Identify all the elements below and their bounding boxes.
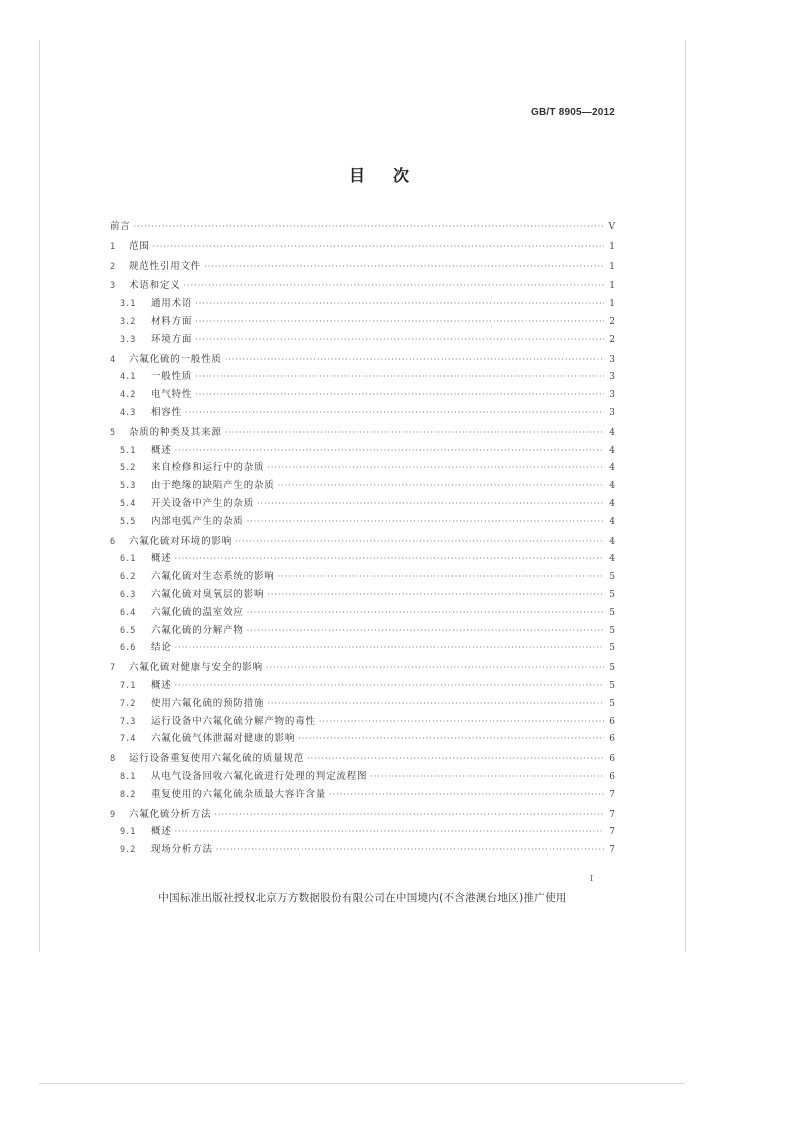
toc-entry-number: 3 — [110, 281, 116, 292]
toc-entry-title: 通用术语 — [151, 298, 193, 310]
toc-entry[interactable] — [110, 604, 615, 622]
toc-leader-dots — [153, 242, 604, 251]
toc-entry-number: 5.1 — [120, 445, 136, 456]
toc-entry-title: 内部电弧产生的杂质 — [151, 515, 244, 527]
toc-entry[interactable] — [110, 424, 615, 442]
toc-entry-page: 5 — [609, 607, 615, 618]
toc-entry-page: 6 — [609, 734, 615, 745]
toc-entry[interactable] — [110, 295, 615, 313]
toc-leader-dots — [175, 827, 604, 836]
toc-entry-title: 范围 — [129, 240, 150, 252]
toc-entry-page: 5 — [609, 663, 615, 674]
toc-leader-dots — [195, 335, 604, 344]
toc-entry-title: 由于绝缘的缺陷产生的杂质 — [151, 480, 275, 492]
license-footer: 中国标准出版社授权北京万方数据股份有限公司在中国境内(不含港澳台地区)推广使用 — [158, 892, 567, 904]
toc-entry[interactable] — [110, 477, 615, 495]
toc-entry-title: 六氟化硫的一般性质 — [129, 353, 222, 365]
toc-entry-page: 2 — [609, 334, 615, 345]
toc-entry-title: 概述 — [151, 679, 172, 691]
toc-entry-page: 1 — [609, 261, 615, 272]
toc-leader-dots — [175, 446, 604, 455]
table-of-contents — [110, 218, 615, 859]
toc-leader-dots — [247, 608, 604, 617]
toc-entry-title: 六氟化硫分析方法 — [129, 808, 212, 820]
toc-entry-number: 9.2 — [120, 845, 136, 856]
toc-entry[interactable] — [110, 639, 615, 657]
toc-entry-page: 3 — [609, 390, 615, 401]
toc-entry[interactable] — [110, 533, 615, 551]
toc-leader-dots — [266, 663, 604, 672]
toc-entry-page: 4 — [609, 536, 615, 547]
toc-entry-number: 7.4 — [120, 734, 136, 745]
toc-entry-title: 规范性引用文件 — [129, 260, 202, 272]
toc-entry[interactable] — [110, 823, 615, 841]
toc-entry[interactable] — [110, 622, 615, 640]
toc-entry-number: 4 — [110, 354, 116, 365]
toc-leader-dots — [195, 372, 604, 381]
toc-entry-page: 4 — [609, 498, 615, 509]
toc-entry-number: 7.3 — [120, 716, 136, 727]
toc-entry[interactable] — [110, 695, 615, 713]
toc-entry-title: 从电气设备回收六氟化硫进行处理的判定流程图 — [151, 770, 368, 782]
toc-entry-page: 1 — [609, 281, 615, 292]
toc-entry-page: 7 — [609, 789, 615, 800]
toc-entry-title: 电气特性 — [151, 389, 193, 401]
toc-leader-dots — [329, 790, 604, 799]
toc-entry[interactable] — [110, 713, 615, 731]
toc-entry[interactable] — [110, 495, 615, 513]
toc-entry-number: 6.3 — [120, 589, 136, 600]
toc-entry[interactable] — [110, 331, 615, 349]
toc-leader-dots — [319, 717, 604, 726]
toc-entry-page: 5 — [609, 572, 615, 583]
toc-leader-dots — [298, 734, 604, 743]
page-border-left — [39, 40, 40, 952]
toc-entry-number: 3.3 — [120, 334, 136, 345]
toc-entry-title: 概述 — [151, 553, 172, 565]
toc-entry-page: 7 — [609, 809, 615, 820]
toc-entry-number: 3.2 — [120, 316, 136, 327]
toc-entry-title: 现场分析方法 — [151, 844, 213, 856]
toc-leader-dots — [214, 810, 604, 819]
toc-leader-dots — [184, 281, 604, 290]
toc-entry-number: 7 — [110, 663, 116, 674]
toc-entry-title: 相容性 — [151, 406, 182, 418]
toc-entry-number: 9.1 — [120, 827, 136, 838]
toc-entry-page: 4 — [609, 427, 615, 438]
next-page-edge — [39, 1083, 685, 1084]
toc-entry-page: 6 — [609, 754, 615, 765]
toc-entry-title: 术语和定义 — [129, 280, 181, 292]
toc-entry-number: 5.5 — [120, 516, 136, 527]
toc-entry-number: 5.2 — [120, 463, 136, 474]
toc-entry-title: 六氟化硫气体泄漏对健康的影响 — [151, 733, 296, 745]
toc-entry-page: 5 — [609, 698, 615, 709]
toc-leader-dots — [247, 517, 604, 526]
toc-entry[interactable] — [110, 586, 615, 604]
toc-entry-number: 1 — [110, 241, 116, 252]
toc-entry-title: 六氟化硫对生态系统的影响 — [151, 571, 275, 583]
toc-entry-title: 开关设备中产生的杂质 — [151, 497, 255, 509]
toc-entry-title: 重复使用的六氟化硫杂质最大容许含量 — [151, 788, 327, 800]
toc-leader-dots — [195, 317, 604, 326]
toc-entry-number: 2 — [110, 261, 116, 272]
toc-leader-dots — [247, 626, 604, 635]
toc-entry-title: 前言 — [110, 221, 131, 232]
toc-entry[interactable] — [110, 459, 615, 477]
toc-entry-number: 8.2 — [120, 789, 136, 800]
toc-entry-title: 杂质的种类及其来源 — [129, 426, 222, 438]
toc-entry-number: 6.1 — [120, 554, 136, 565]
toc-entry[interactable] — [110, 351, 615, 369]
standard-code: GB/T 8905—2012 — [531, 107, 615, 118]
page-border-right — [685, 40, 686, 952]
toc-entry-title: 概述 — [151, 826, 172, 838]
toc-entry-title: 结论 — [151, 642, 172, 654]
page-title: 目次 — [348, 166, 437, 185]
toc-entry[interactable] — [110, 786, 615, 804]
toc-leader-dots — [235, 537, 604, 546]
toc-leader-dots — [267, 699, 604, 708]
toc-entry[interactable] — [110, 368, 615, 386]
toc-entry-title: 六氟化硫对环境的影响 — [129, 535, 233, 547]
toc-entry[interactable] — [110, 442, 615, 460]
toc-entry-title: 六氟化硫的分解产物 — [151, 624, 244, 636]
toc-entry-title: 概述 — [151, 444, 172, 456]
toc-entry-number: 8.1 — [120, 771, 136, 782]
toc-entry[interactable] — [110, 258, 615, 276]
toc-entry[interactable] — [110, 218, 615, 236]
toc-entry[interactable] — [110, 277, 615, 295]
toc-leader-dots — [225, 428, 604, 437]
toc-leader-dots — [175, 681, 604, 690]
toc-entry-page: V — [608, 222, 615, 232]
toc-leader-dots — [278, 481, 604, 490]
toc-leader-dots — [185, 408, 604, 417]
toc-entry-number: 5.4 — [120, 498, 136, 509]
toc-leader-dots — [267, 590, 604, 599]
toc-entry-number: 7.1 — [120, 680, 136, 691]
toc-entry[interactable] — [110, 513, 615, 531]
toc-entry[interactable] — [110, 386, 615, 404]
toc-leader-dots — [370, 772, 604, 781]
toc-leader-dots — [195, 299, 604, 308]
toc-entry-number: 3.1 — [120, 299, 136, 310]
toc-leader-dots — [307, 754, 604, 763]
toc-entry-number: 4.2 — [120, 390, 136, 401]
toc-entry-page: 6 — [609, 716, 615, 727]
toc-entry-page: 6 — [609, 771, 615, 782]
toc-entry-title: 环境方面 — [151, 333, 193, 345]
toc-entry-page: 4 — [609, 481, 615, 492]
toc-entry-page: 2 — [609, 316, 615, 327]
toc-leader-dots — [216, 845, 604, 854]
toc-leader-dots — [257, 499, 604, 508]
toc-entry-number: 8 — [110, 754, 116, 765]
page-number: I — [590, 874, 594, 883]
toc-entry[interactable] — [110, 768, 615, 786]
toc-entry-page: 4 — [609, 554, 615, 565]
toc-entry-title: 六氟化硫对臭氧层的影响 — [151, 588, 265, 600]
toc-entry-number: 4.1 — [120, 372, 136, 383]
toc-entry-title: 来自检修和运行中的杂质 — [151, 462, 265, 474]
toc-entry-number: 6.6 — [120, 643, 136, 654]
toc-entry-number: 4.3 — [120, 407, 136, 418]
toc-entry-number: 5 — [110, 427, 116, 438]
toc-entry[interactable] — [110, 550, 615, 568]
toc-entry[interactable] — [110, 313, 615, 331]
toc-entry-title: 运行设备中六氟化硫分解产物的毒性 — [151, 715, 316, 727]
toc-entry-title: 六氟化硫的温室效应 — [151, 606, 244, 618]
toc-entry[interactable] — [110, 404, 615, 422]
toc-leader-dots — [267, 463, 604, 472]
toc-entry-page: 4 — [609, 516, 615, 527]
toc-entry-title: 使用六氟化硫的预防措施 — [151, 697, 265, 709]
toc-entry-page: 7 — [609, 845, 615, 856]
toc-entry-page: 3 — [609, 372, 615, 383]
toc-entry-title: 材料方面 — [151, 315, 193, 327]
toc-entry[interactable] — [110, 568, 615, 586]
toc-entry-number: 9 — [110, 809, 116, 820]
toc-entry[interactable] — [110, 730, 615, 748]
toc-entry[interactable] — [110, 750, 615, 768]
toc-leader-dots — [225, 355, 604, 364]
toc-entry-number: 6.2 — [120, 572, 136, 583]
toc-entry-number: 5.3 — [120, 481, 136, 492]
toc-entry-title: 六氟化硫对健康与安全的影响 — [129, 662, 263, 674]
toc-entry[interactable] — [110, 806, 615, 824]
toc-entry-number: 7.2 — [120, 698, 136, 709]
toc-entry[interactable] — [110, 677, 615, 695]
toc-entry-title: 一般性质 — [151, 371, 193, 383]
toc-leader-dots — [195, 390, 604, 399]
toc-entry-page: 4 — [609, 463, 615, 474]
toc-entry-page: 5 — [609, 680, 615, 691]
toc-leader-dots — [204, 262, 604, 271]
toc-entry-page: 5 — [609, 643, 615, 654]
toc-entry-page: 3 — [609, 354, 615, 365]
toc-entry[interactable] — [110, 841, 615, 859]
toc-entry-page: 1 — [609, 299, 615, 310]
toc-entry-page: 1 — [609, 241, 615, 252]
toc-entry-page: 5 — [609, 589, 615, 600]
toc-leader-dots — [175, 554, 604, 563]
toc-leader-dots — [134, 222, 604, 231]
toc-entry-page: 5 — [609, 625, 615, 636]
toc-entry-page: 7 — [609, 827, 615, 838]
toc-entry[interactable] — [110, 238, 615, 256]
toc-leader-dots — [278, 572, 604, 581]
toc-entry-page: 3 — [609, 407, 615, 418]
toc-entry-number: 6 — [110, 536, 116, 547]
toc-entry[interactable] — [110, 659, 615, 677]
toc-entry-title: 运行设备重复使用六氟化硫的质量规范 — [129, 753, 305, 765]
toc-entry-number: 6.5 — [120, 625, 136, 636]
toc-entry-number: 6.4 — [120, 607, 136, 618]
toc-entry-page: 4 — [609, 445, 615, 456]
toc-leader-dots — [175, 643, 604, 652]
